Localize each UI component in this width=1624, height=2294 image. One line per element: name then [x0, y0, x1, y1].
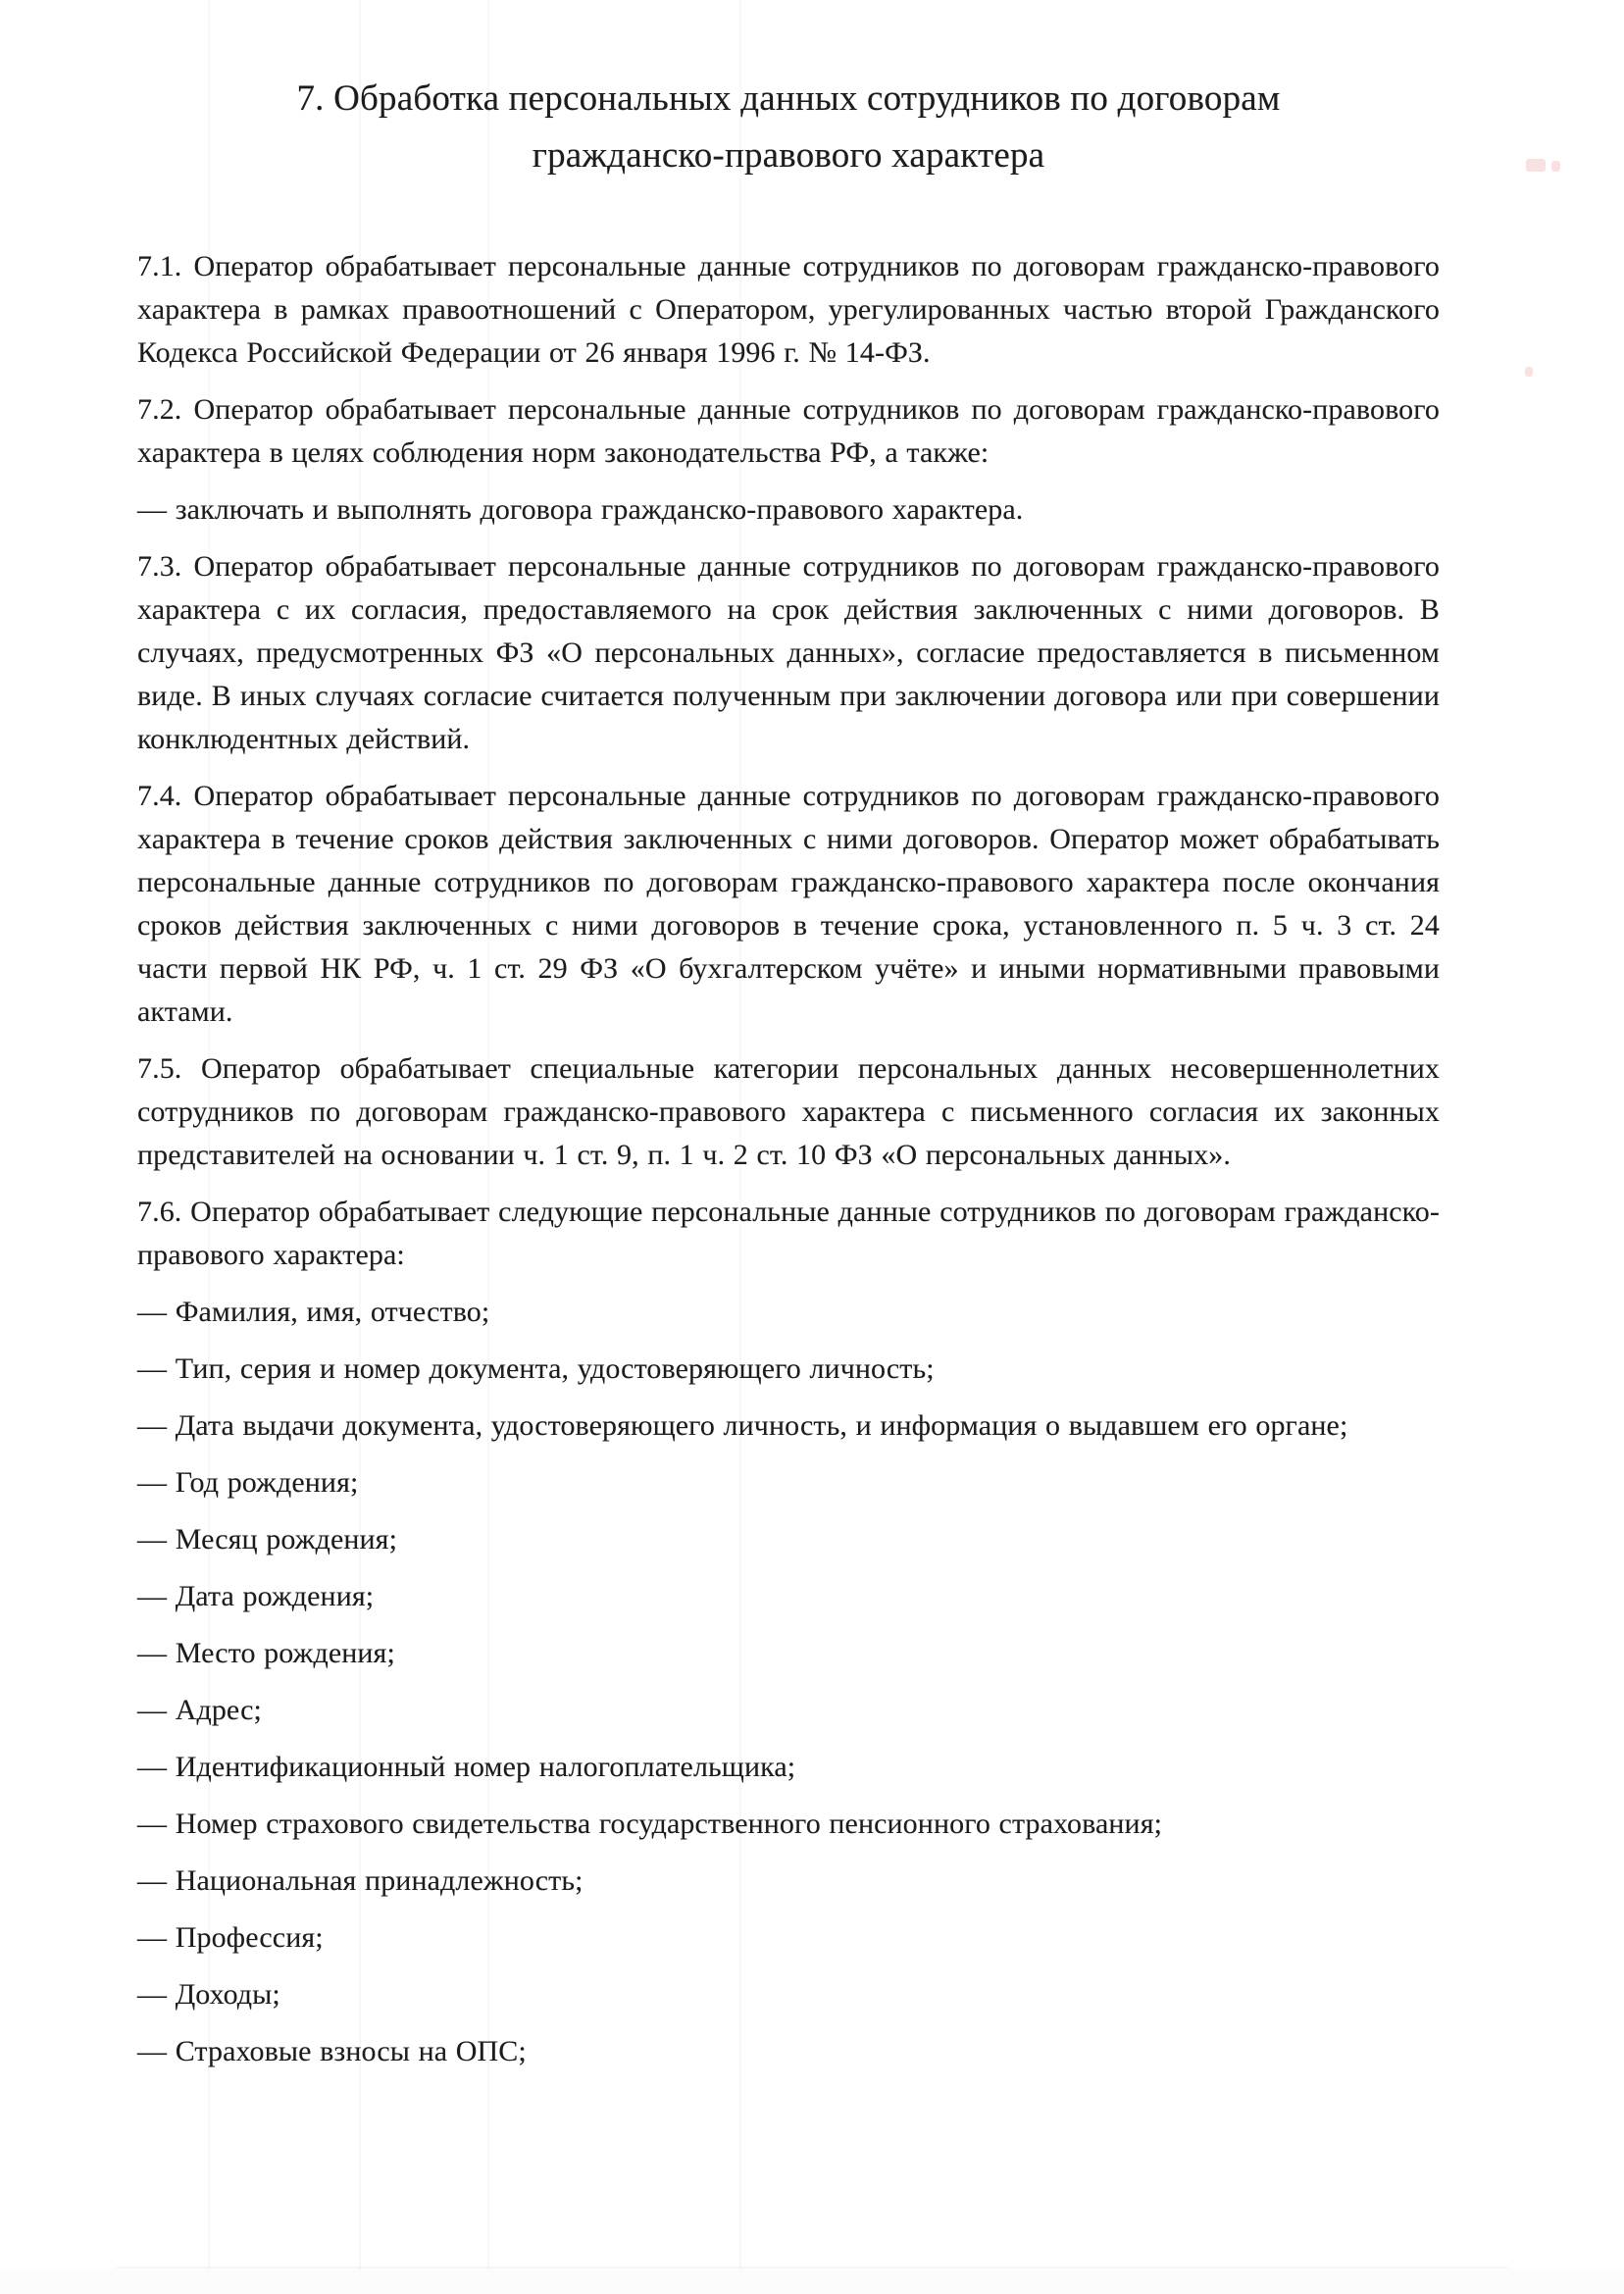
paragraph-7-3: 7.3. Оператор обрабатывает персональные данные сотрудников по договорам гражданско-правового характера с их согласия, предоставляемого на срок действия заключенных с ними договоров. В случаях, предусмотренных ФЗ «О персональных данных», согласие предоставляется в письменном виде. В иных случаях согласие считается полученным при заключении договора или при совершении конклюдентных действий. [137, 550, 1440, 755]
list-item-id-issue-date: — Дата выдачи документа, удостоверяющего личность, и информация о выдавшем его органе; [137, 1409, 1348, 1442]
list-item-address: — Адрес; [137, 1694, 262, 1726]
list-item-income: — Доходы; [137, 1978, 280, 2011]
scan-artifact-smudge [1526, 159, 1546, 172]
list-item-pension-insurance-number: — Номер страхового свидетельства государственного пенсионного страхования; [137, 1808, 1163, 1840]
paragraph-7-4: 7.4. Оператор обрабатывает персональные данные сотрудников по договорам гражданско-правового характера в течение сроков действия заключенных с ними договоров. Оператор может обрабатывать персональные данные сотрудников по договорам гражданско-правового характера после окончания сроков действия заключенных с ними договоров в течение срока, установленного п. 5 ч. 3 ст. 24 части первой НК РФ, ч. 1 ст. 29 ФЗ «О бухгалтерском учёте» и иными нормативными правовыми актами. [137, 780, 1440, 1028]
list-item-profession: — Профессия; [137, 1921, 324, 1954]
list-item-birth-year: — Год рождения; [137, 1466, 359, 1499]
list-item-full-name: — Фамилия, имя, отчество; [137, 1296, 490, 1328]
list-item-birth-month: — Месяц рождения; [137, 1523, 398, 1555]
section-title-line-2: гражданско-правового характера [532, 135, 1045, 176]
document-content [137, 71, 1440, 2087]
list-item-birth-place: — Место рождения; [137, 1637, 395, 1669]
scan-artifact-bottom-line [116, 2267, 1508, 2269]
paragraph-7-5: 7.5. Оператор обрабатывает специальные категории персональных данных несовершеннолетних сотрудников по договорам гражданско-правового характера с письменного согласия их законных представителей на основании ч. 1 ст. 9, п. 1 ч. 2 ст. 10 ФЗ «О персональных данных». [137, 1052, 1440, 1171]
list-item-birth-date: — Дата рождения; [137, 1580, 375, 1612]
scan-artifact-bottom-band [0, 2269, 1624, 2294]
paragraph-7-6: 7.6. Оператор обрабатывает следующие персональные данные сотрудников по договорам гражданско-правового характера: [137, 1196, 1440, 1271]
list-item-id-document: — Тип, серия и номер документа, удостоверяющего личность; [137, 1352, 935, 1385]
scan-artifact-smudge [1525, 367, 1533, 377]
section-title [137, 71, 1440, 184]
list-item-nationality: — Национальная принадлежность; [137, 1864, 584, 1897]
list-item-inn: — Идентификационный номер налогоплательщика; [137, 1751, 796, 1783]
list-item-contracts: — заключать и выполнять договора гражданско-правового характера. [137, 493, 1024, 526]
list-item-ops-contributions: — Страховые взносы на ОПС; [137, 2035, 527, 2067]
section-title-line-1: 7. Обработка персональных данных сотрудников по договорам [296, 78, 1281, 119]
scan-artifact-smudge [1551, 161, 1560, 172]
paragraph-7-2: 7.2. Оператор обрабатывает персональные данные сотрудников по договорам гражданско-правового характера в целях соблюдения норм законодательства РФ, а также: [137, 393, 1440, 469]
paragraph-7-1: 7.1. Оператор обрабатывает персональные данные сотрудников по договорам гражданско-правового характера в рамках правоотношений с Оператором, урегулированных частью второй Гражданского Кодекса Российской Федерации от 26 января 1996 г. № 14-ФЗ. [137, 250, 1440, 369]
